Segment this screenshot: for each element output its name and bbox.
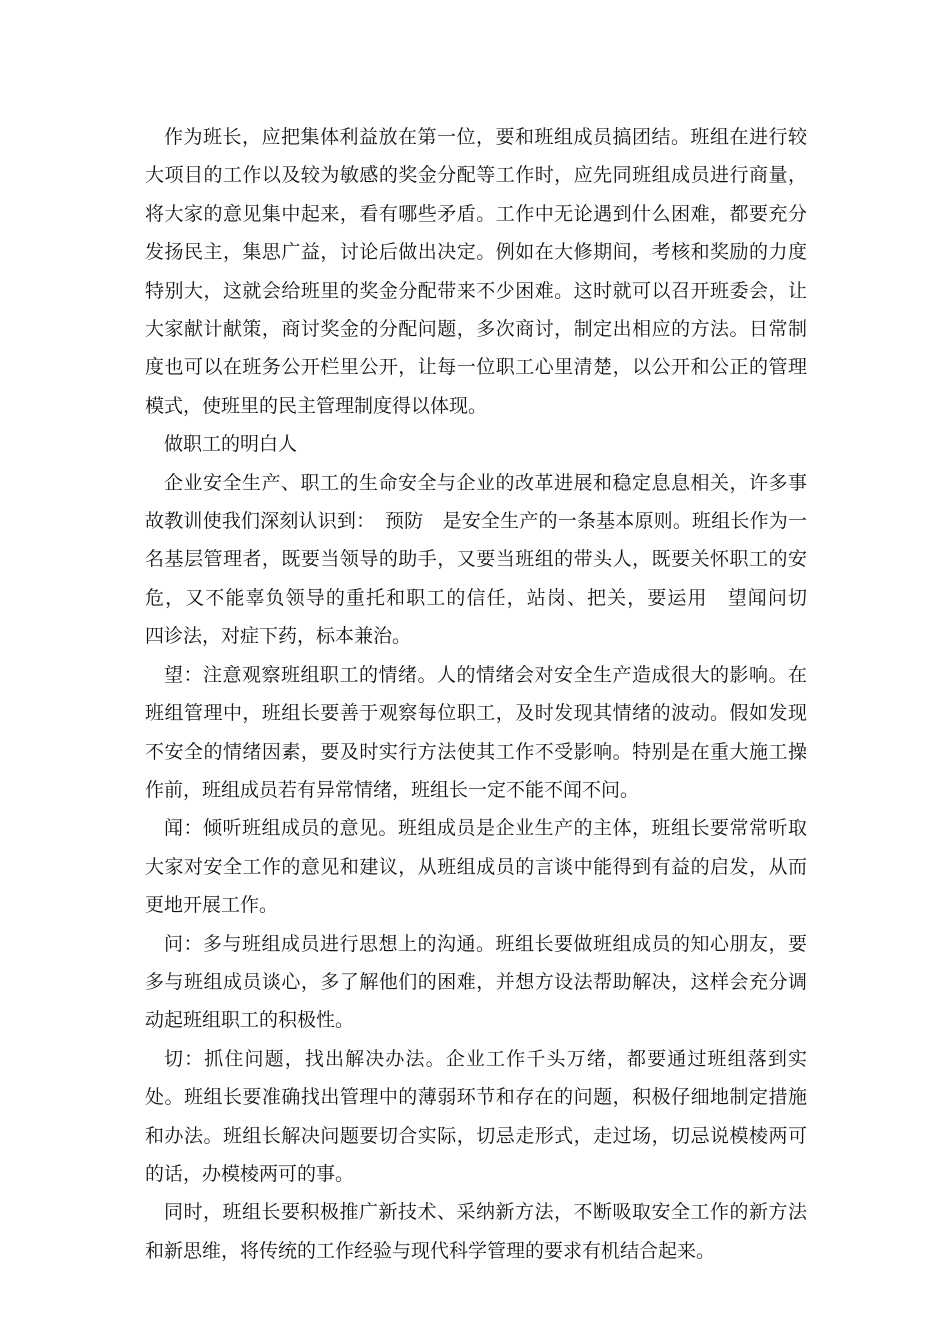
paragraph-conclusion: 同时，班组长要积极推广新技术、采纳新方法，不断吸取安全工作的新方法和新思维，将传统的工作经验与现代科学管理的要求有机结合起来。 [145, 1201, 807, 1262]
document-body [145, 118, 827, 1270]
paragraph-listen: 闻：倾听班组成员的意见。班组成员是企业生产的主体，班组长要常常听取大家对安全工作的意见和建议，从班组成员的言谈中能得到有益的启发，从而更地开展工作。 [145, 817, 807, 917]
paragraph-team-leader-democracy: 作为班长，应把集体利益放在第一位，要和班组成员搞团结。班组在进行较大项目的工作以及较为敏感的奖金分配等工作时，应先同班组成员进行商量，将大家的意见集中起来，看有哪些矛盾。工作中无论遇到什么困难，都要充分发扬民主，集思广益，讨论后做出决定。例如在大修期间，考核和奖励的力度特别大，这就会给班里的奖金分配带来不少困难。这时就可以召开班委会，让大家献计献策，商讨奖金的分配问题，多次商讨，制定出相应的方法。日常制度也可以在班务公开栏里公开，让每一位职工心里清楚，以公开和公正的管理模式，使班里的民主管理制度得以体现。 [145, 126, 807, 417]
paragraph-safety-principle: 企业安全生产、职工的生命安全与企业的改革进展和稳定息息相关，许多事故教训使我们深刻认识到： 预防 是安全生产的一条基本原则。班组长作为一名基层管理者，既要当领导的助手，又要当班组的带头人，既要关怀职工的安危，又不能辜负领导的重托和职工的信任，站岗、把关，要运用 望闻问切 四诊法，对症下药，标本兼治。 [145, 471, 827, 648]
paragraph-solve: 切：抓住问题，找出解决办法。企业工作千头万绪，都要通过班组落到实处。班组长要准确找出管理中的薄弱环节和存在的问题，积极仔细地制定措施和办法。班组长解决问题要切合实际，切忌走形式，走过场，切忌说模棱两可的话，办模棱两可的事。 [145, 1047, 807, 1185]
paragraph-observe: 望：注意观察班组职工的情绪。人的情绪会对安全生产造成很大的影响。在班组管理中，班组长要善于观察每位职工，及时发现其情绪的波动。假如发现不安全的情绪因素，要及时实行方法使其工作不受影响。特别是在重大施工操作前，班组成员若有异常情绪，班组长一定不能不闻不问。 [145, 663, 807, 801]
paragraph-ask: 问：多与班组成员进行思想上的沟通。班组长要做班组成员的知心朋友，要多与班组成员谈心，多了解他们的困难，并想方设法帮助解决，这样会充分调动起班组职工的积极性。 [145, 932, 807, 1032]
section-heading: 做职工的明白人 [164, 433, 298, 456]
